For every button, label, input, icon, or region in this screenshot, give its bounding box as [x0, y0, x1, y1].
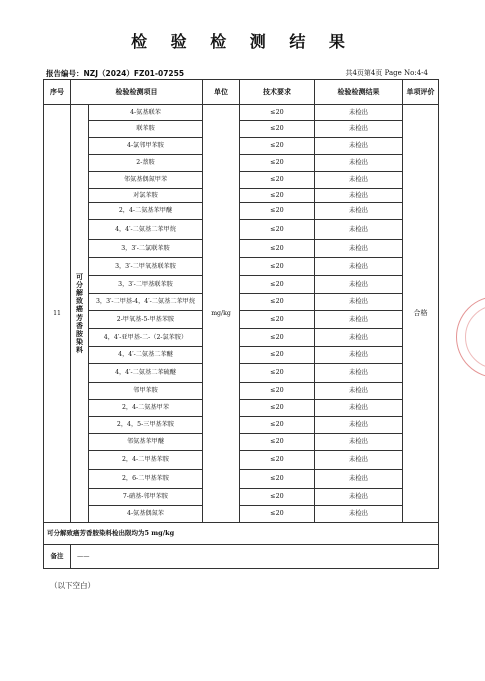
requirement-value: ≤20: [240, 347, 315, 364]
test-item: 2，4-二甲基苯胺: [89, 451, 203, 470]
result-value: 未检出: [315, 172, 403, 189]
page-info: 共4页第4页 Page No:4-4: [345, 69, 428, 77]
result-value: 未检出: [315, 383, 403, 400]
result-value: 未检出: [315, 240, 403, 258]
requirement-value: ≤20: [240, 400, 315, 417]
header-evaluation: 单项评价: [403, 80, 439, 105]
report-number: 报告编号：NZJ（2024）FZ01-07255: [46, 69, 185, 78]
requirement-value: ≤20: [240, 364, 315, 383]
table-row: [44, 470, 439, 489]
table-row: [44, 383, 439, 400]
requirement-value: ≤20: [240, 172, 315, 189]
test-item: 3，3′-二甲氧基联苯胺: [89, 258, 203, 276]
result-value: 未检出: [315, 400, 403, 417]
requirement-value: ≤20: [240, 311, 315, 329]
group-category: [71, 105, 89, 523]
table-row: [44, 203, 439, 220]
remark-label: 备注: [44, 545, 71, 569]
result-value: 未检出: [315, 121, 403, 138]
inspection-seal: [456, 296, 485, 378]
requirement-value: ≤20: [240, 329, 315, 347]
table-row: [44, 172, 439, 189]
result-value: 未检出: [315, 470, 403, 489]
requirement-value: ≤20: [240, 155, 315, 172]
test-item: 对氯苯胺: [89, 189, 203, 203]
requirement-value: ≤20: [240, 470, 315, 489]
requirement-value: ≤20: [240, 189, 315, 203]
table-header-row: [44, 80, 439, 105]
test-item: 4-氯邻甲苯胺: [89, 138, 203, 155]
test-item: 3，3′-二甲基-4，4′-二氨基二苯甲烷: [89, 294, 203, 311]
requirement-value: ≤20: [240, 451, 315, 470]
table-row: [44, 400, 439, 417]
test-item: 2-甲氧基-5-甲基苯胺: [89, 311, 203, 329]
test-item: 2，4-二氨基甲苯: [89, 400, 203, 417]
footer-note-row: [44, 523, 439, 545]
table-row: [44, 105, 439, 121]
requirement-value: ≤20: [240, 383, 315, 400]
result-value: 未检出: [315, 276, 403, 294]
table-row: [44, 506, 439, 523]
table-row: [44, 434, 439, 451]
table-row: [44, 276, 439, 294]
table-row: [44, 121, 439, 138]
result-value: 未检出: [315, 417, 403, 434]
document-title: 检 验 检 测 结 果: [131, 32, 354, 51]
table-row: [44, 347, 439, 364]
requirement-value: ≤20: [240, 434, 315, 451]
test-item: 7-硝基-邻甲苯胺: [89, 489, 203, 506]
test-item: 4-氨基联苯: [89, 105, 203, 121]
group-category-label: 可分解致癌芳香胺染料: [76, 272, 83, 354]
requirement-value: ≤20: [240, 489, 315, 506]
result-value: 未检出: [315, 451, 403, 470]
test-item: 邻甲苯胺: [89, 383, 203, 400]
results-table: [43, 79, 439, 569]
table-row: [44, 294, 439, 311]
test-item: 联苯胺: [89, 121, 203, 138]
group-seq: 11: [44, 105, 71, 523]
result-value: 未检出: [315, 347, 403, 364]
requirement-value: ≤20: [240, 121, 315, 138]
result-value: 未检出: [315, 489, 403, 506]
requirement-value: ≤20: [240, 138, 315, 155]
table-row: [44, 451, 439, 470]
detection-limit-note: 可分解致癌芳香胺染料检出限均为5 mg/kg: [44, 523, 439, 545]
header-item: 检验检测项目: [71, 80, 203, 105]
test-item: 邻氨基偶氮甲苯: [89, 172, 203, 189]
test-item: 3，3′-二氯联苯胺: [89, 240, 203, 258]
test-item: 4，4′-二氨基二苯硫醚: [89, 364, 203, 383]
table-row: [44, 240, 439, 258]
requirement-value: ≤20: [240, 294, 315, 311]
header-seq: 序号: [44, 80, 71, 105]
requirement-value: ≤20: [240, 220, 315, 240]
table-row: [44, 329, 439, 347]
header-result: 检验检测结果: [315, 80, 403, 105]
remark-value: ——: [71, 545, 439, 569]
table-row: [44, 138, 439, 155]
result-value: 未检出: [315, 189, 403, 203]
test-item: 2，4，5-三甲基苯胺: [89, 417, 203, 434]
test-item: 3，3′-二甲基联苯胺: [89, 276, 203, 294]
test-item: 2，4-二氨基苯甲醚: [89, 203, 203, 220]
table-row: [44, 220, 439, 240]
requirement-value: ≤20: [240, 506, 315, 523]
result-value: 未检出: [315, 258, 403, 276]
requirement-value: ≤20: [240, 240, 315, 258]
requirement-value: ≤20: [240, 105, 315, 121]
result-value: 未检出: [315, 155, 403, 172]
test-item: 2-萘胺: [89, 155, 203, 172]
test-item: 4，4′-亚甲基-二-（2-氯苯胺）: [89, 329, 203, 347]
result-value: 未检出: [315, 434, 403, 451]
blank-below-note: （以下空白）: [50, 581, 95, 590]
table-row: [44, 155, 439, 172]
result-value: 未检出: [315, 311, 403, 329]
results-body: [44, 105, 439, 523]
table-row: [44, 489, 439, 506]
table-row: [44, 311, 439, 329]
requirement-value: ≤20: [240, 417, 315, 434]
table-row: [44, 364, 439, 383]
result-value: 未检出: [315, 203, 403, 220]
test-item: 4，4′-二氨基二苯甲烷: [89, 220, 203, 240]
requirement-value: ≤20: [240, 258, 315, 276]
result-value: 未检出: [315, 329, 403, 347]
result-value: 未检出: [315, 138, 403, 155]
requirement-value: ≤20: [240, 203, 315, 220]
table-row: [44, 189, 439, 203]
result-value: 未检出: [315, 294, 403, 311]
result-value: 未检出: [315, 364, 403, 383]
remark-row: [44, 545, 439, 569]
requirement-value: ≤20: [240, 276, 315, 294]
group-evaluation: 合格: [403, 105, 439, 523]
test-item: 邻氨基苯甲醚: [89, 434, 203, 451]
group-unit: mg/kg: [203, 105, 240, 523]
header-requirement: 技术要求: [240, 80, 315, 105]
test-item: 4，4′-二氨基二苯醚: [89, 347, 203, 364]
table-row: [44, 258, 439, 276]
result-value: 未检出: [315, 506, 403, 523]
header-unit: 单位: [203, 80, 240, 105]
table-row: [44, 417, 439, 434]
test-item: 4-氨基偶氮苯: [89, 506, 203, 523]
test-item: 2，6-二甲基苯胺: [89, 470, 203, 489]
result-value: 未检出: [315, 105, 403, 121]
result-value: 未检出: [315, 220, 403, 240]
